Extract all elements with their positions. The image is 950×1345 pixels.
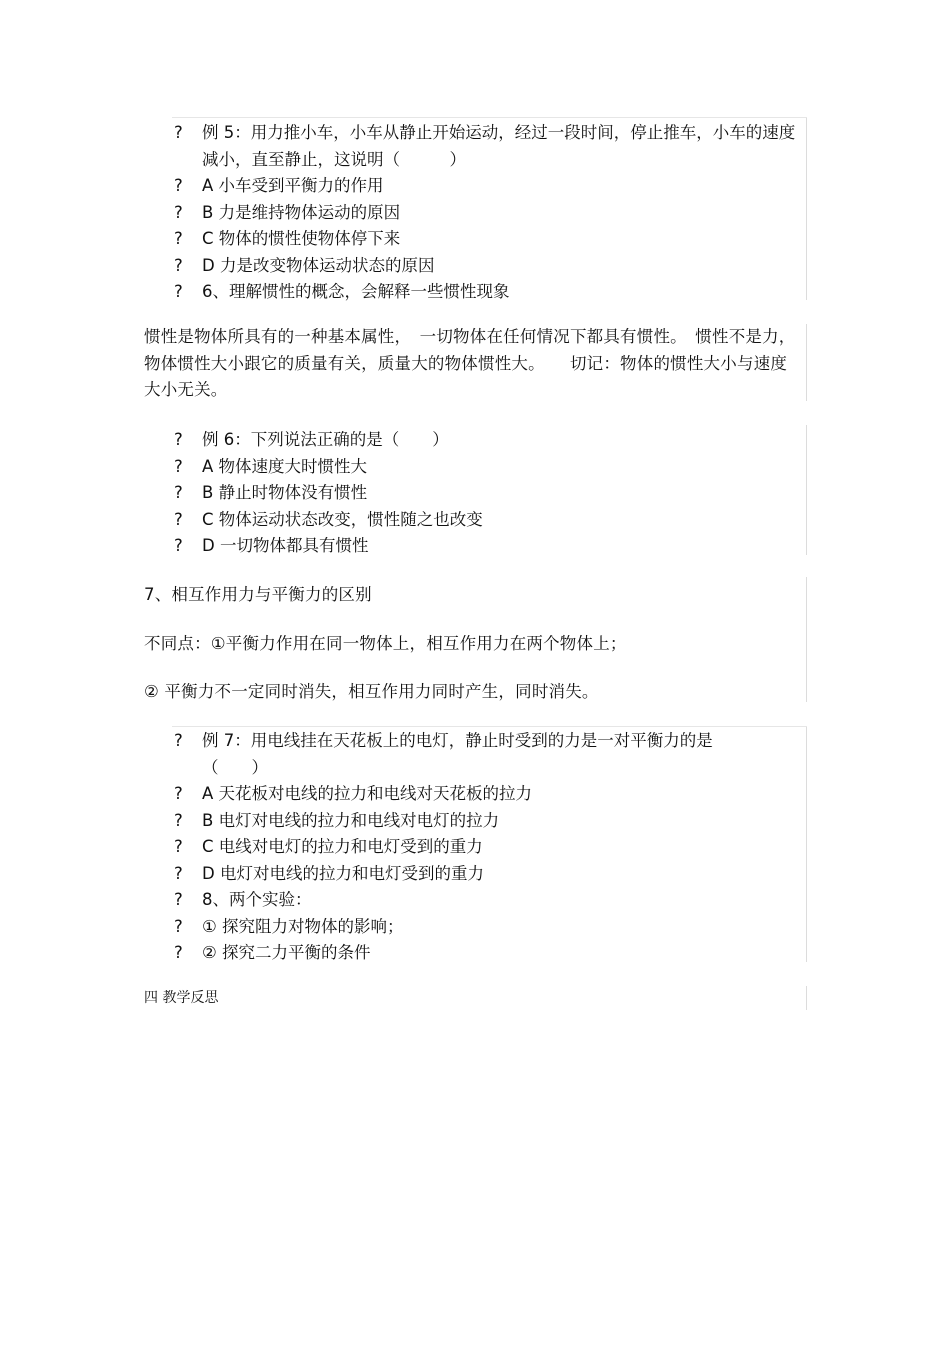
example-7-line-text: ① 探究阻力对物体的影响； (202, 916, 404, 936)
example-7-line (144, 914, 767, 941)
inertia-paragraph-block (144, 324, 807, 401)
bullet-marker: ? (174, 810, 183, 830)
example-7-line-text: C 电线对电灯的拉力和电灯受到的重力 (202, 837, 483, 856)
example-7-line (144, 861, 767, 888)
example-7-line (144, 781, 767, 808)
example-5-line-text: 例 5：用力推小车，小车从静止开始运动，经过一段时间，停止推车，小车的速度减小，直至静止，这说明（ ） (202, 123, 796, 169)
example-6-line-text: A 物体速度大时惯性大 (202, 456, 368, 476)
bullet-marker: ? (174, 255, 183, 275)
example-7-line-text: 例 7：用电线挂在天花板上的电灯，静止时受到的力是一对平衡力的是 （ ） (202, 731, 713, 777)
example-7-line (144, 808, 767, 835)
bullet-marker: ? (174, 509, 183, 529)
example-7-line-text: D 电灯对电线的拉力和电灯受到的重力 (202, 863, 484, 883)
bullet-marker: ? (174, 731, 183, 750)
bullet-marker: ? (174, 536, 183, 555)
example-6-line-text: B 静止时物体没有惯性 (202, 483, 368, 502)
bullet-marker: ? (174, 890, 183, 909)
bullet-marker: ? (174, 456, 183, 476)
example-6-line-text: C 物体运动状态改变，惯性随之也改变 (202, 509, 483, 529)
example-7-line-text: ② 探究二力平衡的条件 (202, 943, 371, 962)
section-7-heading: 7、相互作用力与平衡力的区别 (144, 585, 372, 604)
example-6-line (144, 427, 807, 454)
example-5-line-text: B 力是维持物体运动的原因 (202, 202, 401, 222)
example-5-line-text: C 物体的惯性使物体停下来 (202, 229, 401, 248)
bullet-marker: ? (174, 282, 183, 301)
example-7-block (172, 726, 807, 962)
example-7-line (144, 940, 767, 967)
section-7-difference-1: 不同点：①平衡力作用在同一物体上，相互作用力在两个物体上； (144, 634, 627, 653)
example-5-line (144, 226, 807, 253)
bullet-marker: ? (174, 863, 183, 883)
bullet-marker: ? (174, 202, 183, 222)
section-7-difference-2: ② 平衡力不一定同时消失，相互作用力同时产生，同时消失。 (144, 682, 599, 701)
example-7-line-text: 8、两个实验： (202, 890, 312, 909)
bullet-marker: ? (174, 176, 183, 195)
example-6-line-text: 例 6：下列说法正确的是（ ） (202, 430, 449, 449)
example-6-line (144, 533, 807, 560)
example-5-line-text: A 小车受到平衡力的作用 (202, 176, 384, 195)
example-7-line (144, 834, 767, 861)
example-5-line-text: D 力是改变物体运动状态的原因 (202, 255, 435, 275)
section-4-block (144, 986, 807, 1010)
bullet-marker: ? (174, 430, 183, 449)
section-4-heading: 四 教学反思 (144, 990, 219, 1006)
example-7-line-text: A 天花板对电线的拉力和电线对天花板的拉力 (202, 784, 533, 803)
example-5-line (144, 253, 807, 280)
bullet-marker: ? (174, 943, 183, 962)
inertia-paragraph: 惯性是物体所具有的一种基本属性， 一切物体在任何情况下都具有惯性。 惯性不是力，物体惯性大小跟它的质量有关，质量大的物体惯性大。 切记：物体的惯性大小与速度大小无关。 (144, 327, 796, 399)
example-7-line (144, 887, 767, 914)
example-6-line (144, 480, 807, 507)
example-6-line-text: D 一切物体都具有惯性 (202, 536, 369, 555)
bullet-marker: ? (174, 837, 183, 856)
bullet-marker: ? (174, 123, 183, 142)
example-7-line (144, 728, 767, 781)
bullet-marker: ? (174, 229, 183, 248)
example-5-block (172, 117, 807, 300)
example-5-line-text: 6、理解惯性的概念，会解释一些惯性现象 (202, 282, 510, 301)
example-7-line-text: B 电灯对电线的拉力和电线对电灯的拉力 (202, 810, 500, 830)
example-5-line (144, 200, 807, 227)
example-6-line (144, 454, 807, 481)
bullet-marker: ? (174, 784, 183, 803)
bullet-marker: ? (174, 483, 183, 502)
example-5-line (144, 120, 807, 173)
bullet-marker: ? (174, 916, 183, 936)
example-5-line (144, 173, 807, 200)
example-6-line (144, 507, 807, 534)
example-5-line (144, 279, 807, 306)
section-7-block (144, 577, 807, 702)
example-6-block (172, 425, 807, 555)
